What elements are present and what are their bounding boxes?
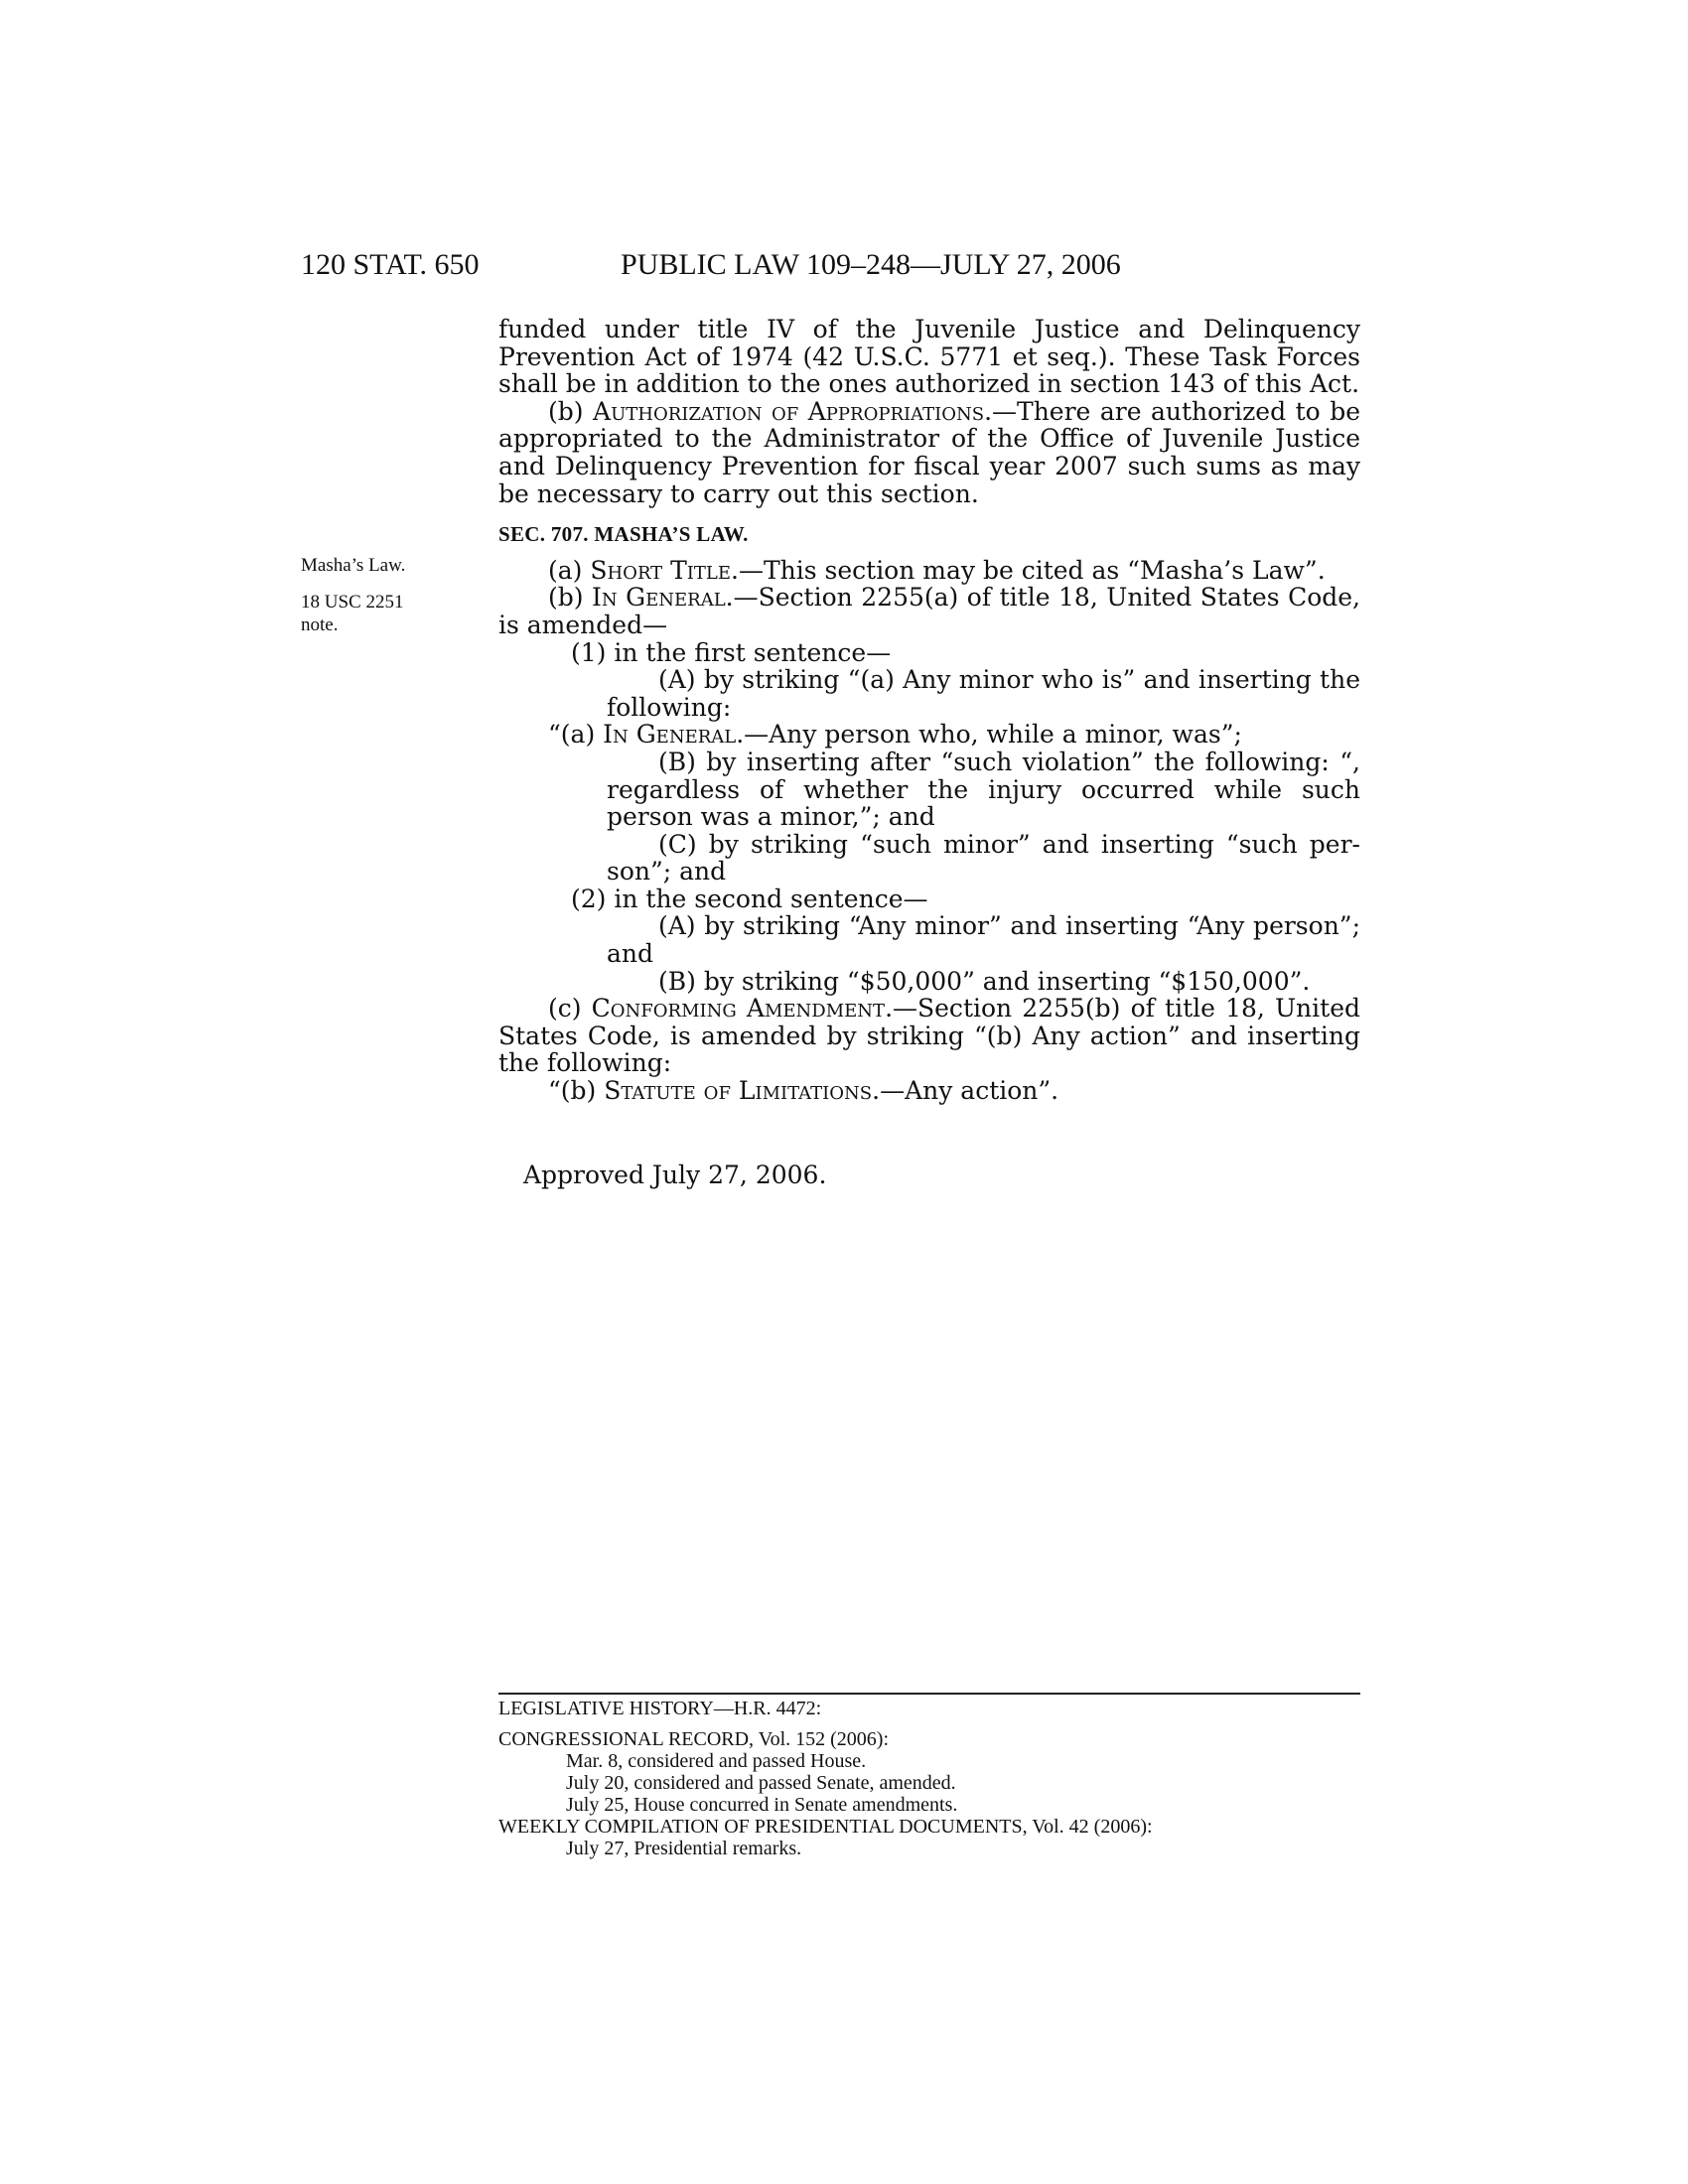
heading: Short Title. [590,555,739,585]
main-text [498,316,1360,1105]
paragraph-continuation: funded under title IV of the Juvenile Justice and Delinquency Prevention Act of 1974 (42 U.S.C. 5771 et seq.). These Task Forces shall be in addition to the ones authorized in section 143 of this Act. [498,315,1360,399]
heading: Statute of Limitations. [604,1076,881,1106]
item-1b: (B) by inserting after “such violation” the following: “, regardless of whether the injury occurred while such person was a minor,”; and [607,747,1360,832]
stat-reference: 120 STAT. 650 [301,248,480,281]
item-2: (2) in the second sentence— [571,884,928,913]
heading: Authorization of Appropriations. [593,396,993,426]
heading: Conforming Amendment. [591,994,894,1024]
history-entry: July 27, Presidential remarks. [566,1838,802,1859]
text: —This section may be cited as “Masha’s Law”. [738,555,1326,585]
history-entry: July 20, considered and passed Senate, amended. [566,1772,956,1794]
text: —Section 2255(b) of title 18, United States Code, is amended by striking “(b) Any action” and inserting the following: [498,994,1360,1078]
usc-citation-line2: note. [301,614,339,635]
item-1a: (A) by striking “(a) Any minor who is” and inserting the following: [607,665,1360,722]
text: —There are authorized to be appropriated to the Administrator of the Office of Juvenile Justice and Delinquency Prevention for fiscal year 2007 such sums as may be necessary to carry out this section. [498,396,1360,508]
legislative-history [498,1698,1360,1859]
heading: In General. [592,583,734,613]
label: “(b) [548,1076,605,1106]
item-1: (1) in the first sentence— [571,637,892,667]
history-weekly-compilation: WEEKLY COMPILATION OF PRESIDENTIAL DOCUMENTS, Vol. 42 (2006): [498,1816,1153,1838]
heading: In General. [603,720,745,750]
subsection-c [498,995,1360,1077]
public-law-title: PUBLIC LAW 109–248—JULY 27, 2006 [621,248,1121,281]
label: (c) [548,994,592,1024]
text: —Any action”. [880,1076,1059,1106]
usc-citation-line1: 18 USC 2251 [301,592,404,613]
history-entry: July 25, House concurred in Senate amendments. [566,1794,958,1816]
margin-note-usc-citation [301,591,440,636]
text: —Section 2255(a) of title 18, United States Code, is amended— [498,583,1360,639]
label: (b) [548,396,594,426]
text: —Any person who, while a minor, was”; [744,720,1242,750]
paragraph-authorization [498,398,1360,507]
history-title: LEGISLATIVE HISTORY—H.R. 4472: [498,1698,822,1719]
label: (b) [548,583,593,613]
page-header [301,248,1363,288]
history-congressional-record: CONGRESSIONAL RECORD, Vol. 152 (2006): [498,1728,889,1750]
margin-note-mashas-law: Masha’s Law. [301,555,406,576]
history-entry: Mar. 8, considered and passed House. [566,1750,867,1772]
quoted-text-a [498,721,1360,749]
approval-date: Approved July 27, 2006. [523,1160,827,1189]
label: (a) [548,555,591,585]
item-2b: (B) by striking “$50,000” and inserting “$150,000”. [658,966,1311,996]
subsection-b [498,584,1360,638]
section-heading: SEC. 707. MASHA’S LAW. [498,522,749,547]
item-1c: (C) by striking “such minor” and inserting “such person”; and [607,829,1360,887]
quoted-text-b [498,1077,1360,1105]
item-2a: (A) by striking “Any minor” and inserting “Any person”; and [607,911,1360,969]
subsection-a [498,557,1360,585]
label: “(a) [548,720,604,750]
footnote-divider [498,1693,1360,1695]
